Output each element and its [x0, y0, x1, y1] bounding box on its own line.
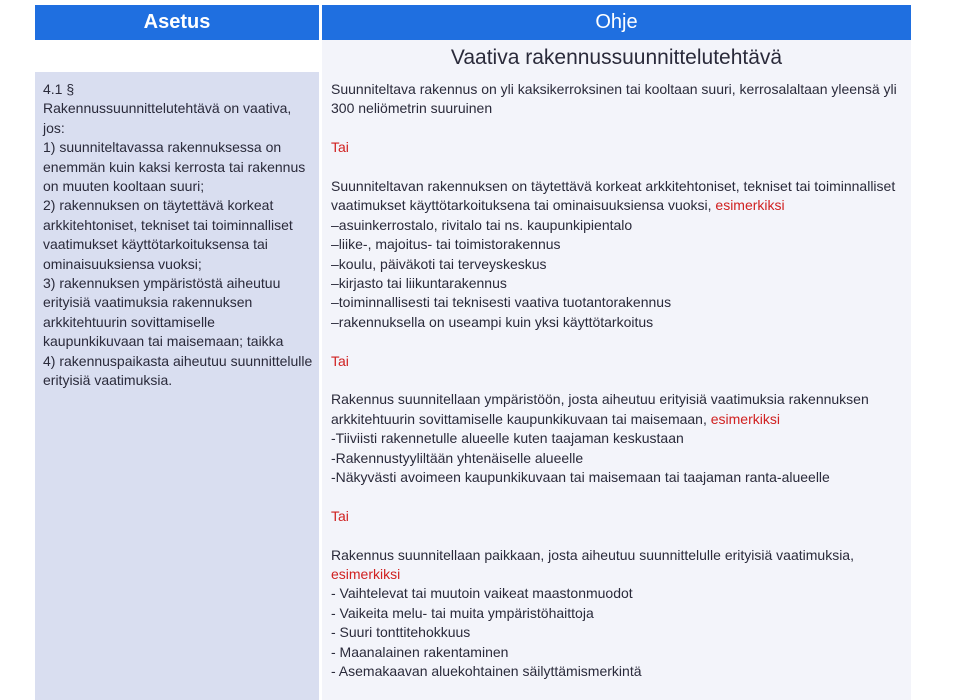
header-ohje: Ohje: [322, 5, 911, 40]
right-margin: [913, 0, 960, 700]
list2-item: -Tiiviisti rakennetulle alueelle kuten taajaman keskustaan: [331, 430, 684, 447]
esimerkiksi-1: esimerkiksi: [715, 197, 785, 214]
ohje-subtitle: Vaativa rakennussuunnittelutehtävä: [450, 46, 783, 69]
list1-item: –koulu, päiväkoti tai terveyskeskus: [331, 255, 547, 272]
tai-2: Tai: [331, 352, 349, 369]
ohje-paragraph-2-text: Suunniteltavan rakennuksen on täytettävä korkeat arkkitehtoniset, tekniset tai toiminnalliset vaatimukset käyttötarkoituksena tai ominaisuuksiensa vuoksi,: [331, 178, 896, 214]
ohje-paragraph-2: [331, 177, 906, 216]
list2-item: -Rakennustyyliltään yhtenäiselle alueelle: [331, 449, 584, 466]
esimerkiksi-3: esimerkiksi: [331, 566, 401, 583]
list2-item: -Näkyvästi avoimeen kaupunkikuvaan tai maisemaan tai taajaman ranta-alueelle: [331, 469, 830, 486]
list1-item: –liike-, majoitus- tai toimistorakennus: [331, 236, 561, 253]
asetus-text: 4.1 § Rakennussuunnittelutehtävä on vaativa, jos: 1) suunniteltavassa rakennuksessa on enemmän kuin kaksi kerrosta tai rakennus on muuten kooltaan suuri; 2) rakennuksen on täytettävä korkeat arkkitehtoniset, tekniset tai toiminnalliset vaatimukset käyttötarkoituksensa tai ominaisuuksiensa vuoksi; 3) rakennuksen ympäristöstä aiheutuu erityisiä vaatimuksia rakennuksen arkkitehtuurin sovittamiselle kaupunkikuvaan tai maisemaan; taikka 4) rakennuspaikasta aiheutuu suunnittelulle erityisiä vaatimuksia.: [43, 81, 313, 389]
list1-item: –asuinkerrostalo, rivitalo tai ns. kaupunkipientalo: [331, 216, 633, 233]
tai-1: Tai: [331, 139, 349, 156]
header-asetus: Asetus: [35, 5, 319, 40]
list3-item: - Vaihtelevat tai muutoin vaikeat maastonmuodot: [331, 585, 633, 602]
list1-item: –kirjasto tai liikuntarakennus: [331, 275, 507, 292]
ohje-paragraph-3-text: Rakennus suunnitellaan ympäristöön, josta aiheutuu erityisiä vaatimuksia rakennuksen arkkitehtuurin sovittamiselle kaupunkikuvaan tai maisemaan,: [331, 391, 869, 427]
ohje-paragraph-1: Suunniteltava rakennus on yli kaksikerroksinen tai kooltaan suuri, kerrosalaltaan yleensä yli 300 neliömetrin suuruinen: [331, 81, 897, 117]
list3-item: - Maanalainen rakentaminen: [331, 643, 509, 660]
tai-3: Tai: [331, 507, 349, 524]
ohje-paragraph-3: [331, 390, 906, 429]
esimerkiksi-2: esimerkiksi: [710, 410, 780, 427]
list1-item: –toiminnallisesti tai teknisesti vaativa tuotantorakennus: [331, 294, 672, 311]
ohje-text: [331, 80, 906, 682]
list1-item: –rakennuksella on useampi kuin yksi käyttötarkoitus: [331, 313, 654, 330]
left-margin: [0, 0, 33, 700]
list3-item: - Asemakaavan aluekohtainen säilyttämismerkintä: [331, 663, 642, 680]
ohje-paragraph-4: Rakennus suunnitellaan paikkaan, josta aiheutuu suunnittelulle erityisiä vaatimuksia,: [331, 546, 854, 563]
list3-item: - Suuri tonttitehokkuus: [331, 624, 471, 641]
list3-item: - Vaikeita melu- tai muita ympäristöhaittoja: [331, 604, 594, 621]
